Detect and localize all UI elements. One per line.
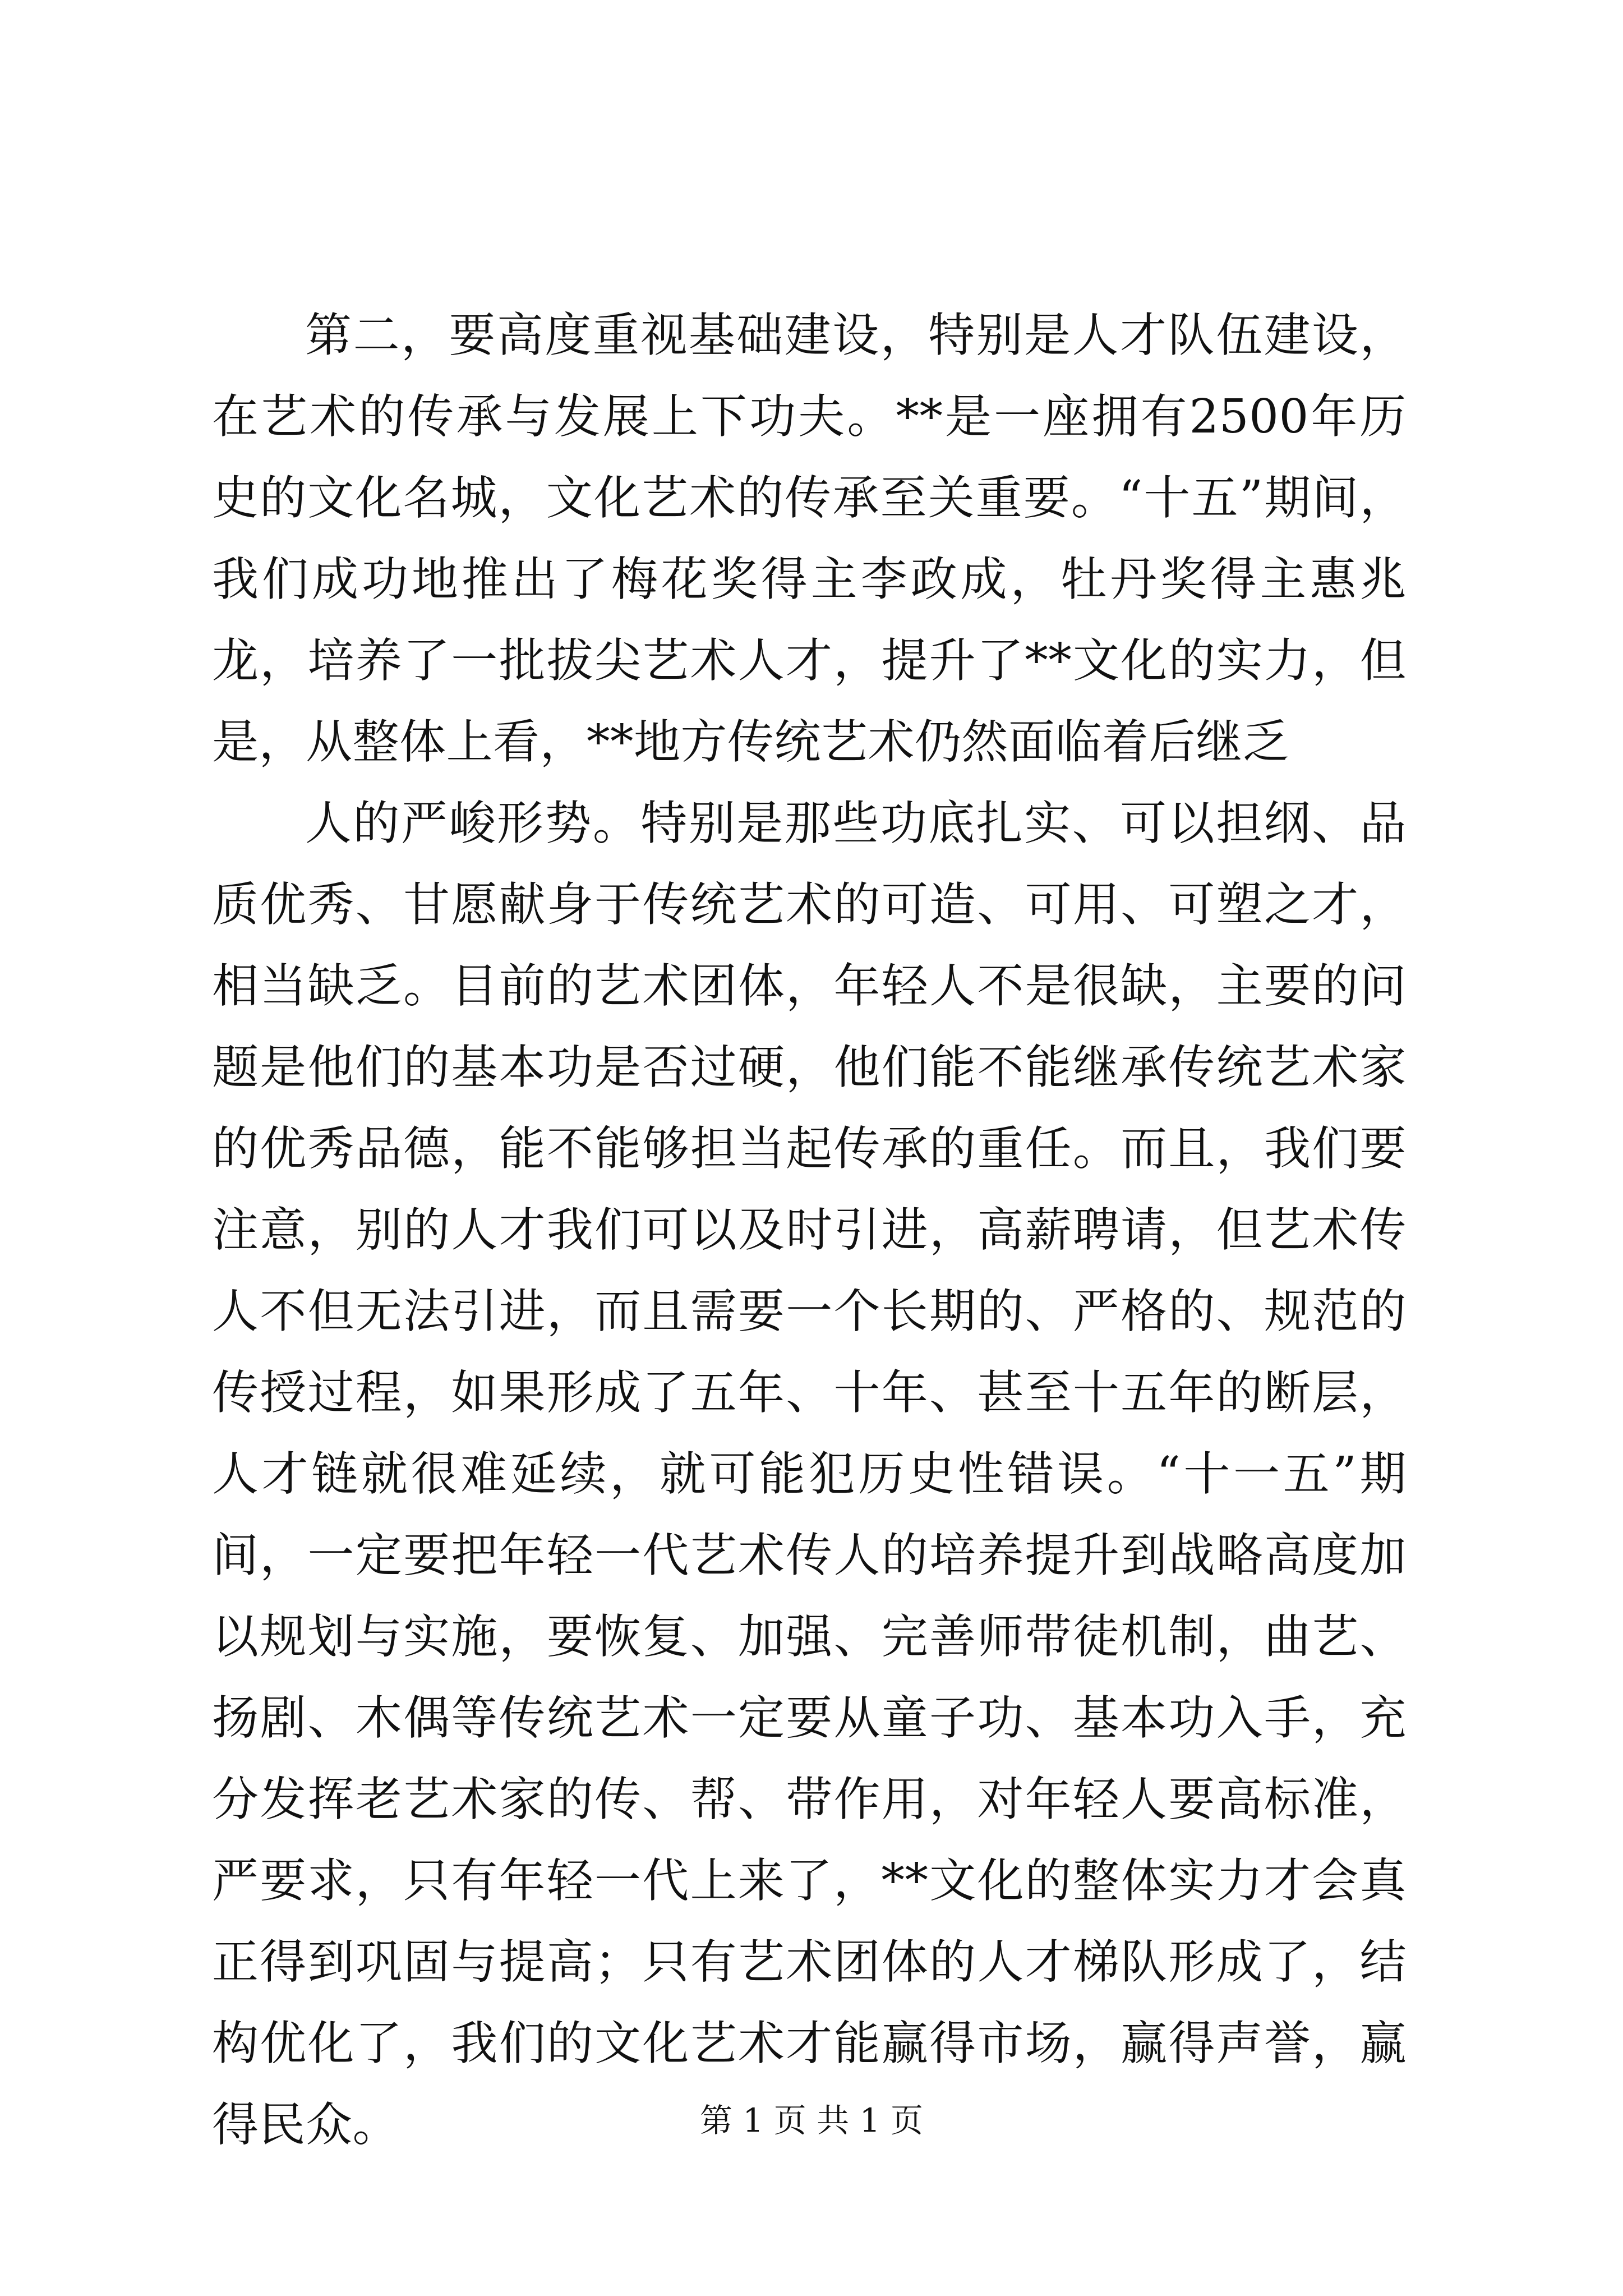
paragraph-2: 人的严峻形势。特别是那些功底扎实、可以担纲、品质优秀、甘愿献身于传统艺术的可造、可用、可塑之才，相当缺乏。目前的艺术团体，年轻人不是很缺，主要的问题是他们的基本功是否过硬，他们能不能继承传统艺术家的优秀品德，能不能够担当起传承的重任。而且，我们要注意，别的人才我们可以及时引进，高薪聘请，但艺术传人不但无法引进，而且需要一个长期的、严格的、规范的传授过程，如果形成了五年、十年、甚至十五年的断层，人才链就很难延续，就可能犯历史性错误。“十一五”期间，一定要把年轻一代艺术传人的培养提升到战略高度加以规划与实施，要恢复、加强、完善师带徒机制，曲艺、扬剧、木偶等传统艺术一定要从童子功、基本功入手，充分发挥老艺术家的传、帮、带作用，对年轻人要高标准，严要求，只有年轻一代上来了，**文化的整体实力才会真正得到巩固与提高；只有艺术团体的人才梯队形成了，结构优化了，我们的文化艺术才能赢得市场，赢得声誉，赢得民众。	[212, 796, 1407, 2152]
page-footer: 第 1 页 共 1 页	[700, 2101, 923, 2139]
paragraph-1: 第二，要高度重视基础建设，特别是人才队伍建设，在艺术的传承与发展上下功夫。**是一座拥有2500年历史的文化名城，文化艺术的传承至关重要。“十五”期间，我们成功地推出了梅花奖得主李政成，牡丹奖得主惠兆龙，培养了一批拔尖艺术人才，提升了**文化的实力，但是，从整体上看，**地方传统艺术仍然面临着后继乏	[212, 308, 1407, 769]
document-body	[212, 295, 1407, 2165]
